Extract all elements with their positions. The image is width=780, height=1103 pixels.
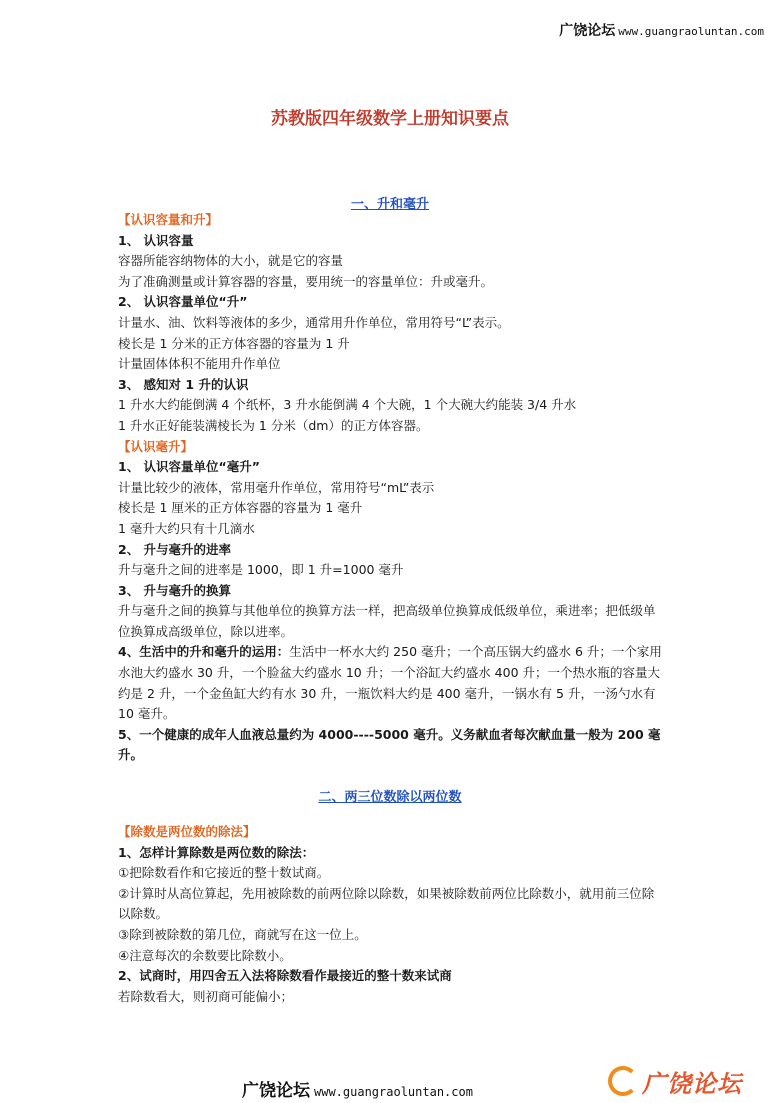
- subheading: 3、 感知对 1 升的认识: [118, 376, 249, 392]
- text-line: 棱长是 1 分米的正方体容器的容量为 1 升: [118, 335, 350, 351]
- category-label: 【认识容量和升】: [118, 212, 219, 227]
- text-line: 1 毫升大约只有十几滴水: [118, 520, 255, 536]
- text-line: 为了准确测量或计算容器的容量，要用统一的容量单位：升或毫升。: [118, 273, 494, 289]
- site-logo: [608, 1063, 768, 1099]
- footer-site-url[interactable]: www.guangraoluntan.com: [314, 1085, 473, 1099]
- subheading: 1、怎样计算除数是两位数的除法：: [118, 844, 315, 860]
- paragraph-lead: 4、生活中的升和毫升的运用：: [118, 644, 290, 660]
- subheading: 2、 升与毫升的进率: [118, 541, 232, 557]
- text-line: ④注意每次的余数要比除数小。: [118, 947, 292, 963]
- header-site-url[interactable]: www.guangraoluntan.com: [618, 25, 764, 38]
- page-footer: [242, 1076, 473, 1101]
- text-line: 升与毫升之间的进率是 1000，即 1 升=1000 毫升: [118, 562, 404, 578]
- text-line: 计量水、油、饮料等液体的多少，通常用升作单位，常用符号“L”表示。: [118, 314, 510, 330]
- text-line: 容器所能容纳物体的大小，就是它的容量: [118, 253, 344, 269]
- paragraph: 5、一个健康的成年人血液总量约为 4000----5000 毫升。义务献血者每次献血量一般为 200 毫升。: [118, 726, 661, 763]
- section-1-body: [118, 210, 666, 766]
- footer-site-name: 广饶论坛: [242, 1081, 310, 1101]
- paragraph: ②计算时从高位算起，先用被除数的前两位除以除数，如果被除数前两位比除数小，就用前三位除以除数。: [118, 885, 655, 922]
- text-line: 若除数看大，则初商可能偏小；: [118, 988, 294, 1004]
- text-line: 1 升水大约能倒满 4 个纸杯，3 升水能倒满 4 个大碗，1 个大碗大约能装 3/4 升水: [118, 397, 577, 413]
- text-line: ③除到被除数的第几位，商就写在这一位上。: [118, 926, 367, 942]
- text-line: 计量比较少的液体，常用毫升作单位，常用符号“mL”表示: [118, 479, 435, 495]
- paragraph-text: 生活中一杯水大约 250 毫升；一个高压锅大约盛水 6 升；一个家用水池大约盛水 30 升，一个脸盆大约盛水 10 升；一个浴缸大约盛水 400 升；一个热水瓶的容量大约是 2 升，一个金鱼缸大约有水 30 升，一瓶饮料大约是 400 毫升，一锅水有 5 升，一汤勺水有 10 毫升。: [118, 644, 662, 722]
- text-line: 1 升水正好能装满棱长为 1 分米（dm）的正方体容器。: [118, 417, 429, 433]
- section-heading-1: 一、升和毫升: [350, 197, 429, 212]
- section-heading-2: 二、两三位数除以两位数: [318, 790, 462, 805]
- page-header: [559, 20, 764, 40]
- g-swirl-icon: [608, 1066, 638, 1096]
- paragraph: 升与毫升之间的换算与其他单位的换算方法一样，把高级单位换算成低级单位，乘进率；把低级单位换算成高级单位，除以进率。: [118, 603, 656, 639]
- paragraph: [118, 642, 666, 724]
- text-line: 计量固体体积不能用升作单位: [118, 356, 281, 372]
- header-site-name: 广饶论坛: [559, 23, 616, 39]
- subheading: 1、 认识容量单位“毫升”: [118, 459, 260, 475]
- text-line: ①把除数看作和它接近的整十数试商。: [118, 865, 330, 881]
- section-2-body: [118, 822, 666, 1007]
- logo-text: 广饶论坛: [642, 1069, 742, 1098]
- category-label: 【除数是两位数的除法】: [118, 824, 256, 839]
- subheading: 1、 认识容量: [118, 232, 194, 248]
- text-line: 棱长是 1 厘米的正方体容器的容量为 1 毫升: [118, 500, 363, 516]
- subheading: 2、 认识容量单位“升”: [118, 294, 248, 310]
- subheading: 3、 升与毫升的换算: [118, 582, 232, 598]
- document-title: 苏教版四年级数学上册知识要点: [271, 109, 509, 129]
- category-label: 【认识毫升】: [118, 438, 194, 454]
- subheading: 2、试商时，用四舍五入法将除数看作最接近的整十数来试商: [118, 968, 452, 984]
